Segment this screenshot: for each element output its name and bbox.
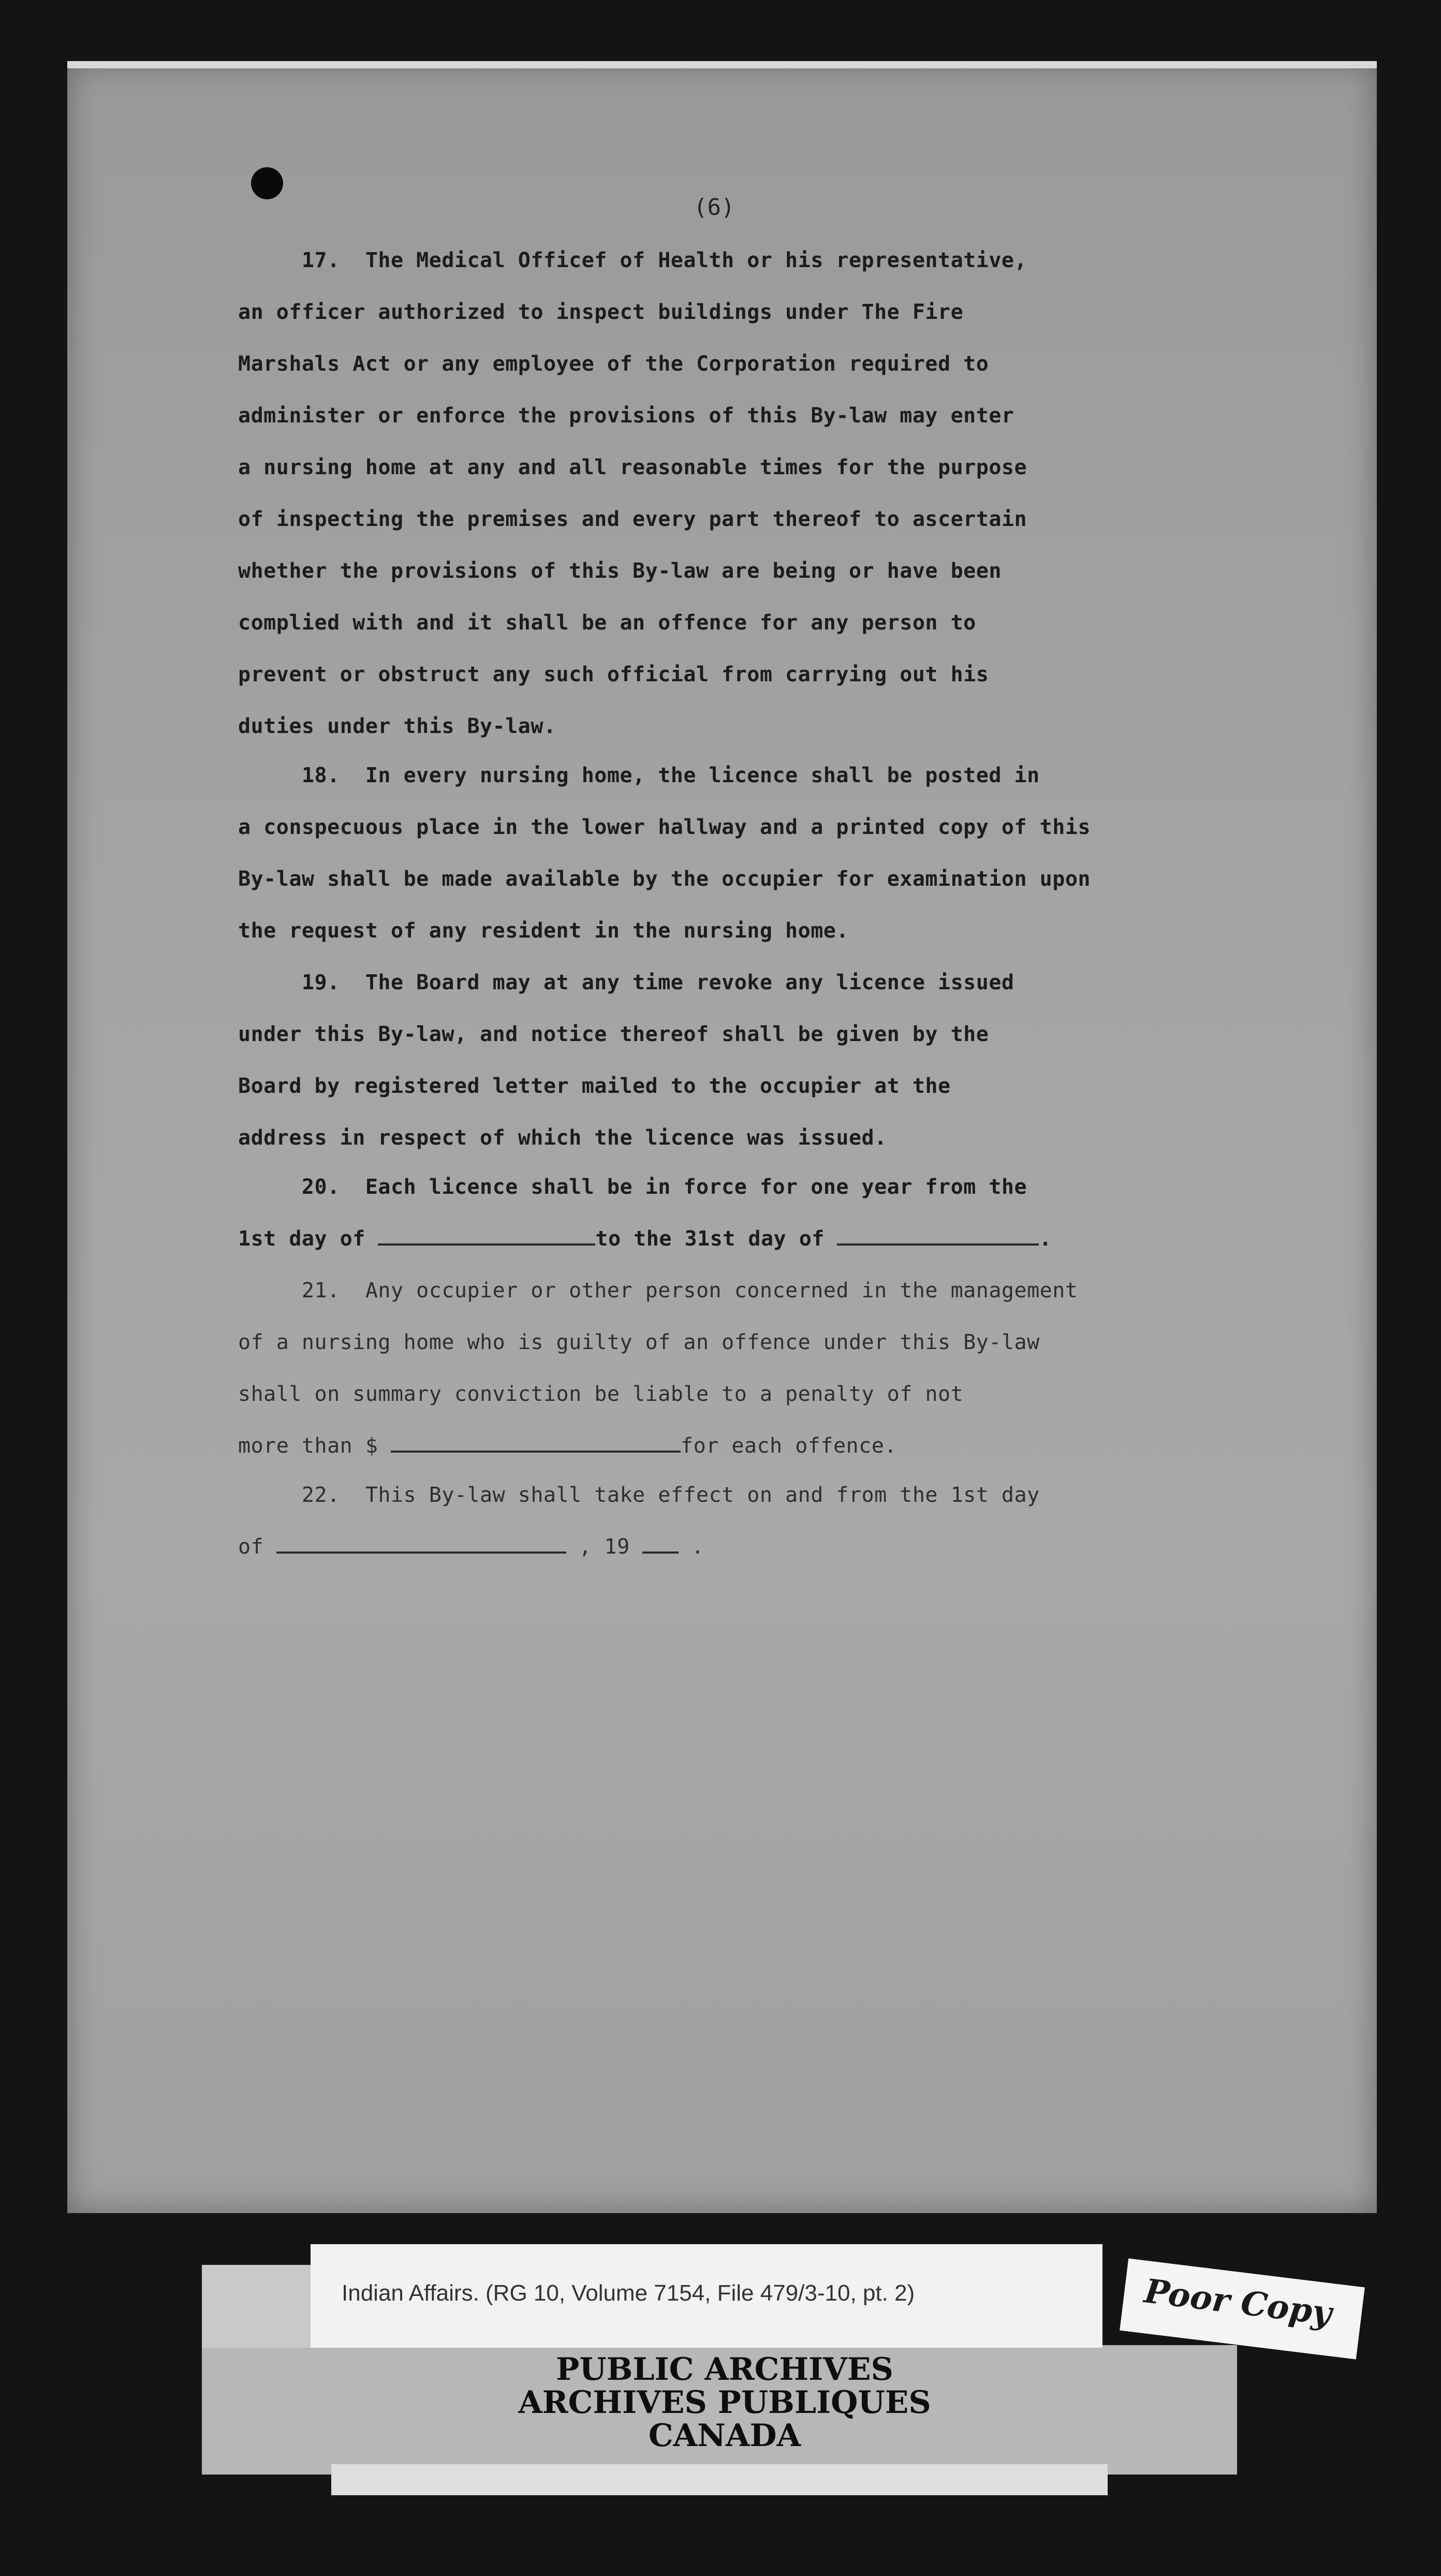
body-line: of inspecting the premises and every part thereof to ascertain — [238, 507, 1027, 531]
body-line: 17. The Medical Officef of Health or his representative, — [238, 248, 1027, 272]
body-line: a conspecuous place in the lower hallway and a printed copy of this — [238, 815, 1091, 839]
fill-in-blank — [837, 1228, 1039, 1246]
archives-line: PUBLIC ARCHIVES — [556, 2351, 893, 2388]
text-fragment: more than $ — [238, 1434, 391, 1458]
body-line: an officer authorized to inspect buildings under The Fire — [238, 300, 964, 324]
body-line: address in respect of which the licence was issued. — [238, 1126, 887, 1150]
body-line — [238, 1535, 704, 1559]
archives-line: ARCHIVES PUBLIQUES — [518, 2384, 931, 2421]
body-line: complied with and it shall be an offence for any person to — [238, 611, 976, 635]
body-line: By-law shall be made available by the occupier for examination upon — [238, 867, 1091, 891]
body-line: duties under this By-law. — [238, 714, 556, 738]
body-line — [238, 1434, 897, 1458]
body-line: Marshals Act or any employee of the Corporation required to — [238, 352, 989, 376]
body-line: a nursing home at any and all reasonable times for the purpose — [238, 456, 1027, 479]
text-fragment: for each offence. — [680, 1434, 897, 1458]
body-line: prevent or obstruct any such official from carrying out his — [238, 663, 989, 686]
body-line: Board by registered letter mailed to the occupier at the — [238, 1074, 951, 1098]
text-fragment: of — [238, 1535, 276, 1559]
poor-copy-text: Poor Copy — [1142, 2272, 1334, 2333]
body-line: 19. The Board may at any time revoke any licence issued — [238, 971, 1014, 994]
page-top-edge — [67, 61, 1377, 68]
fill-in-blank — [642, 1536, 679, 1554]
body-line: whether the provisions of this By-law are being or have been — [238, 559, 1002, 583]
text-fragment: . — [1039, 1227, 1052, 1251]
body-line — [238, 1227, 1052, 1251]
body-line: of a nursing home who is guilty of an offence under this By-law — [238, 1330, 1040, 1354]
text-fragment: . — [679, 1535, 704, 1559]
fill-in-blank — [378, 1228, 595, 1246]
archive-label-tab — [202, 2265, 326, 2348]
archives-line: CANADA — [648, 2418, 801, 2454]
page-number: (6) — [694, 194, 735, 221]
body-line: shall on summary conviction be liable to a penalty of not — [238, 1382, 964, 1406]
punch-hole — [251, 167, 283, 199]
fill-in-blank — [276, 1536, 566, 1554]
body-line: the request of any resident in the nursing home. — [238, 919, 849, 943]
archive-reference-text: Indian Affairs. (RG 10, Volume 7154, File 479/3-10, pt. 2) — [342, 2280, 915, 2306]
body-line: 21. Any occupier or other person concerned in the management — [238, 1279, 1078, 1302]
body-line: under this By-law, and notice thereof shall be given by the — [238, 1022, 989, 1046]
archives-stamp — [414, 2353, 1035, 2452]
text-fragment: , 19 — [566, 1535, 643, 1559]
text-fragment: to the 31st day of — [595, 1227, 837, 1251]
archive-label-strip — [331, 2464, 1108, 2495]
body-line: administer or enforce the provisions of this By-law may enter — [238, 404, 1014, 428]
body-line: 22. This By-law shall take effect on and from the 1st day — [238, 1483, 1040, 1507]
fill-in-blank — [391, 1435, 681, 1453]
body-line: 20. Each licence shall be in force for one year from the — [238, 1175, 1027, 1199]
body-line: 18. In every nursing home, the licence shall be posted in — [238, 764, 1040, 787]
text-fragment: 1st day of — [238, 1227, 378, 1251]
